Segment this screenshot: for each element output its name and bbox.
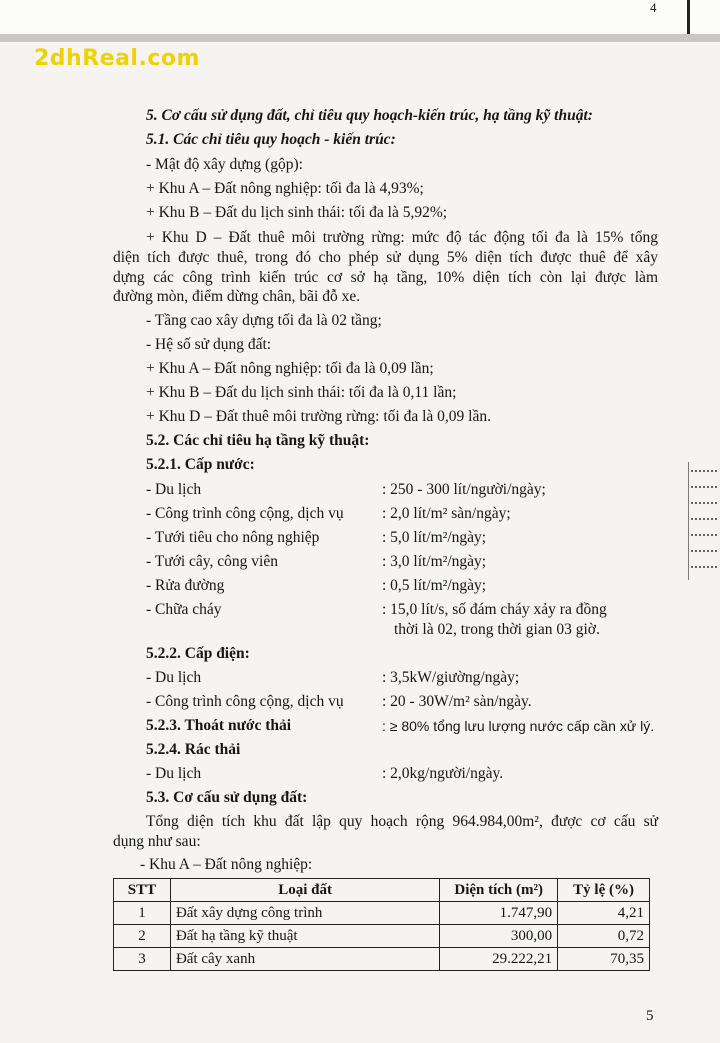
water-label: - Rửa đường <box>146 577 225 594</box>
page-number: 5 <box>646 1008 654 1024</box>
cell-ratio: 70,35 <box>558 948 650 971</box>
cell-land-type: Đất cây xanh <box>170 948 439 971</box>
cell-stt: 2 <box>114 925 171 948</box>
text-line: - Mật độ xây dựng (gộp): <box>146 156 303 173</box>
section-heading-5-3: 5.3. Cơ cấu sử dụng đất: <box>146 789 308 806</box>
table-row <box>114 925 650 948</box>
power-value: : 3,5kW/giường/ngày; <box>382 669 520 686</box>
page-gap <box>0 34 720 42</box>
paragraph-line: Tổng diện tích khu đất lập quy hoạch rộng 964.984,00m², được cơ cấu sử <box>146 813 658 830</box>
cell-land-type: Đất xây dựng công trình <box>170 902 439 925</box>
waste-label: - Du lịch <box>146 765 202 782</box>
text-line: + Khu D – Đất thuê môi trường rừng: tối đa là 0,09 lần. <box>146 408 491 425</box>
cell-ratio: 0,72 <box>558 925 650 948</box>
seal-stamp-mark <box>688 462 719 580</box>
paragraph-line: + Khu D – Đất thuê môi trường rừng: mức độ tác động tối đa là 15% tổng <box>146 229 658 246</box>
cell-area: 1.747,90 <box>440 902 558 925</box>
cell-ratio: 4,21 <box>558 902 650 925</box>
water-value: : 3,0 lít/m²/ngày; <box>382 553 487 570</box>
section-heading-5-2-2: 5.2.2. Cấp điện: <box>146 645 250 662</box>
previous-page-strip <box>0 0 720 35</box>
text-line: - Hệ số sử dụng đất: <box>146 336 272 353</box>
water-value: : 0,5 lít/m²/ngày; <box>382 577 487 594</box>
water-label: - Tưới cây, công viên <box>146 553 278 570</box>
wastewater-value: : ≥ 80% tổng lưu lượng nước cấp cần xử lý. <box>382 718 655 734</box>
text-line: + Khu B – Đất du lịch sinh thái: tối đa là 5,92%; <box>146 204 448 221</box>
water-label: - Tưới tiêu cho nông nghiệp <box>146 529 320 546</box>
water-value: : 250 - 300 lít/người/ngày; <box>382 481 546 498</box>
paragraph-line: diện tích được thuê, trong đó cho phép sử dụng 5% diện tích được thuê để xây <box>113 249 658 266</box>
cell-area: 300,00 <box>440 925 558 948</box>
page-edge-bar <box>687 0 690 34</box>
watermark-logo: 2dhReal.com <box>34 46 200 71</box>
cell-stt: 3 <box>114 948 171 971</box>
text-line: + Khu A – Đất nông nghiệp: tối đa là 0,09 lần; <box>146 360 434 377</box>
water-value-continued: thời là 02, trong thời gian 03 giờ. <box>394 621 600 638</box>
previous-page-number: 4 <box>650 0 657 15</box>
land-use-table <box>113 878 650 971</box>
header-ratio: Tỷ lệ (%) <box>558 879 650 902</box>
water-value: : 2,0 lít/m² sàn/ngày; <box>382 505 511 522</box>
section-heading-5: 5. Cơ cấu sử dụng đất, chỉ tiêu quy hoạch-kiến trúc, hạ tầng kỹ thuật: <box>146 107 593 124</box>
paragraph-line: dựng các công trình kiến trúc cơ sở hạ tầng, 10% diện tích còn lại được làm <box>113 269 658 286</box>
water-value: : 15,0 lít/s, số đám cháy xảy ra đồng <box>382 601 607 618</box>
cell-stt: 1 <box>114 902 171 925</box>
section-heading-5-2: 5.2. Các chỉ tiêu hạ tầng kỹ thuật: <box>146 432 370 449</box>
power-label: - Du lịch <box>146 669 202 686</box>
section-heading-5-1: 5.1. Các chỉ tiêu quy hoạch - kiến trúc: <box>146 131 396 148</box>
water-label: - Công trình công cộng, dịch vụ <box>146 505 344 522</box>
text-line: + Khu B – Đất du lịch sinh thái: tối đa là 0,11 lần; <box>146 384 457 401</box>
power-value: : 20 - 30W/m² sàn/ngày. <box>382 693 532 710</box>
cell-area: 29.222,21 <box>440 948 558 971</box>
waste-value: : 2,0kg/người/ngày. <box>382 765 504 782</box>
cell-land-type: Đất hạ tầng kỹ thuật <box>170 925 439 948</box>
text-line: - Tầng cao xây dựng tối đa là 02 tầng; <box>146 312 382 329</box>
section-heading-5-2-4: 5.2.4. Rác thải <box>146 741 241 758</box>
water-value: : 5,0 lít/m²/ngày; <box>382 529 487 546</box>
water-label: - Chữa cháy <box>146 601 222 618</box>
section-heading-5-2-3: 5.2.3. Thoát nước thải <box>146 717 292 734</box>
power-label: - Công trình công cộng, dịch vụ <box>146 693 344 710</box>
header-area: Diện tích (m²) <box>440 879 558 902</box>
table-row <box>114 948 650 971</box>
water-label: - Du lịch <box>146 481 202 498</box>
paragraph-line: đường mòn, điểm dừng chân, bãi đỗ xe. <box>113 288 361 305</box>
header-stt: STT <box>114 879 171 902</box>
paragraph-line: dụng như sau: <box>113 833 201 850</box>
table-header-row <box>114 879 650 902</box>
section-heading-5-2-1: 5.2.1. Cấp nước: <box>146 456 255 473</box>
zone-a-label: - Khu A – Đất nông nghiệp: <box>140 856 313 873</box>
text-line: + Khu A – Đất nông nghiệp: tối đa là 4,93%; <box>146 180 424 197</box>
table-row <box>114 902 650 925</box>
header-land-type: Loại đất <box>170 879 439 902</box>
